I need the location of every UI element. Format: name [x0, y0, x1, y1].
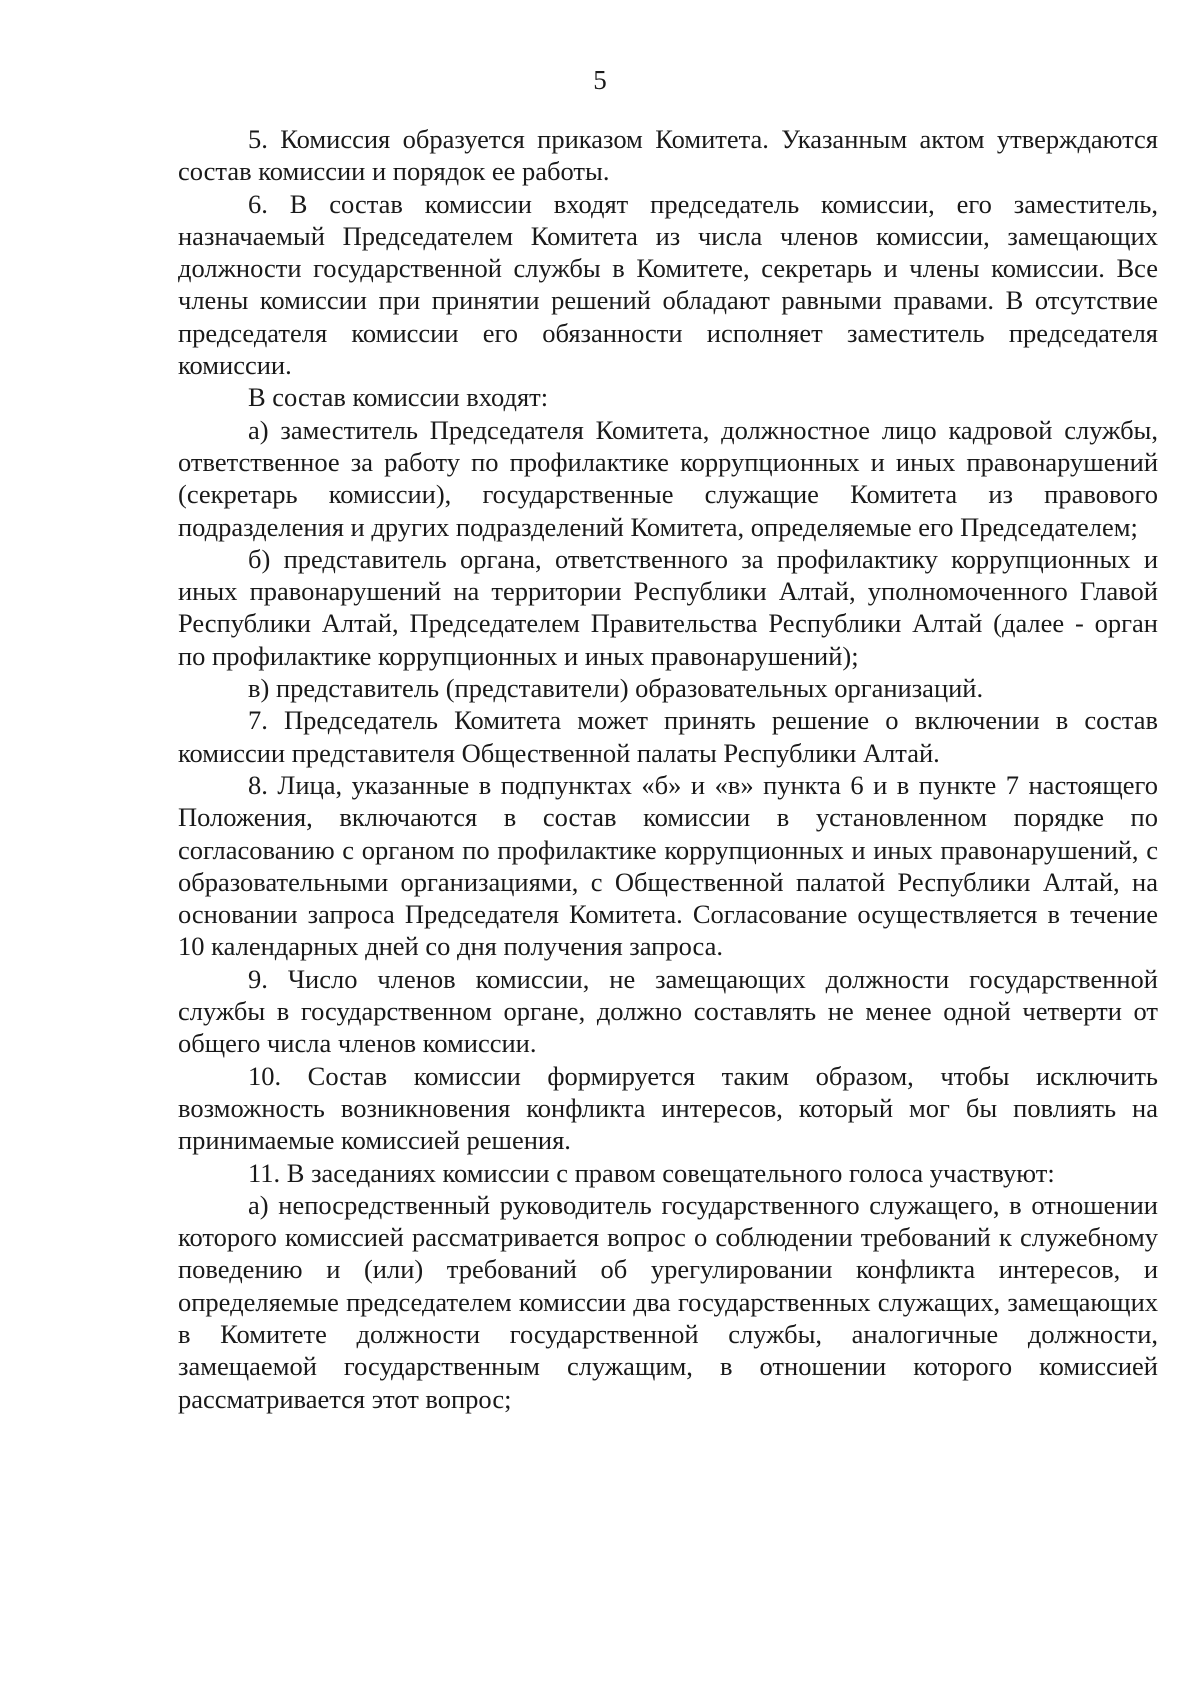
paragraph-subitem-v: в) представитель (представители) образовательных организаций. [248, 673, 984, 704]
paragraph-11: 11. В заседаниях комиссии с правом совещательного голоса участвуют: [248, 1157, 1055, 1188]
document-body [178, 123, 1158, 1415]
paragraph-9: 9. Число членов комиссии, не замещающих должности государственной службы в государственном органе, должно составлять не менее одной четверти от общего числа членов комиссии. [178, 963, 1158, 1059]
paragraph-5: 5. Комиссия образуется приказом Комитета. Указанным актом утверждаются состав комиссии и порядок ее работы. [178, 124, 1158, 187]
paragraph-10: 10. Состав комиссии формируется таким образом, чтобы исключить возможность возникновения конфликта интересов, который мог бы повлиять на принимаемые комиссией решения. [178, 1060, 1158, 1156]
paragraph-subitem-b: б) представитель органа, ответственного за профилактику коррупционных и иных правонарушений на территории Республики Алтай, уполномоченного Главой Республики Алтай, Председателем Правительства Республики Алтай (далее - орган по профилактике коррупционных и иных правонарушений); [178, 543, 1158, 671]
paragraph-8: 8. Лица, указанные в подпунктах «б» и «в» пункта 6 и в пункте 7 настоящего Положения, включаются в состав комиссии в установленном порядке по согласованию с органом по профилактике коррупционных и иных правонарушений, с образовательными организациями, с Общественной палатой Республики Алтай, на основании запроса Председателя Комитета. Согласование осуществляется в течение 10 календарных дней со дня получения запроса. [178, 769, 1158, 962]
page-number: 5 [593, 65, 607, 95]
paragraph-6: 6. В состав комиссии входят председатель комиссии, его заместитель, назначаемый Председателем Комитета из числа членов комиссии, замещающих должности государственной службы в Комитете, секретарь и члены комиссии. Все члены комиссии при принятии решений обладают равными правами. В отсутствие председателя комиссии его обязанности исполняет заместитель председателя комиссии. [178, 188, 1158, 381]
paragraph-11-subitem-a: а) непосредственный руководитель государственного служащего, в отношении которого комиссией рассматривается вопрос о соблюдении требований к служебному поведению и (или) требований об урегулировании конфликта интересов, и определяемые председателем комиссии два государственных служащих, замещающих в Комитете должности государственной службы, аналогичные должности, замещаемой государственным служащим, в отношении которого комиссией рассматривается этот вопрос; [178, 1189, 1158, 1414]
paragraph-composition-intro: В состав комиссии входят: [248, 382, 549, 413]
paragraph-7: 7. Председатель Комитета может принять решение о включении в состав комиссии представителя Общественной палаты Республики Алтай. [178, 705, 1158, 768]
paragraph-subitem-a: а) заместитель Председателя Комитета, должностное лицо кадровой службы, ответственное за работу по профилактике коррупционных и иных правонарушений (секретарь комиссии), государственные служащие Комитета из правового подразделения и других подразделений Комитета, определяемые его Председателем; [178, 414, 1158, 542]
